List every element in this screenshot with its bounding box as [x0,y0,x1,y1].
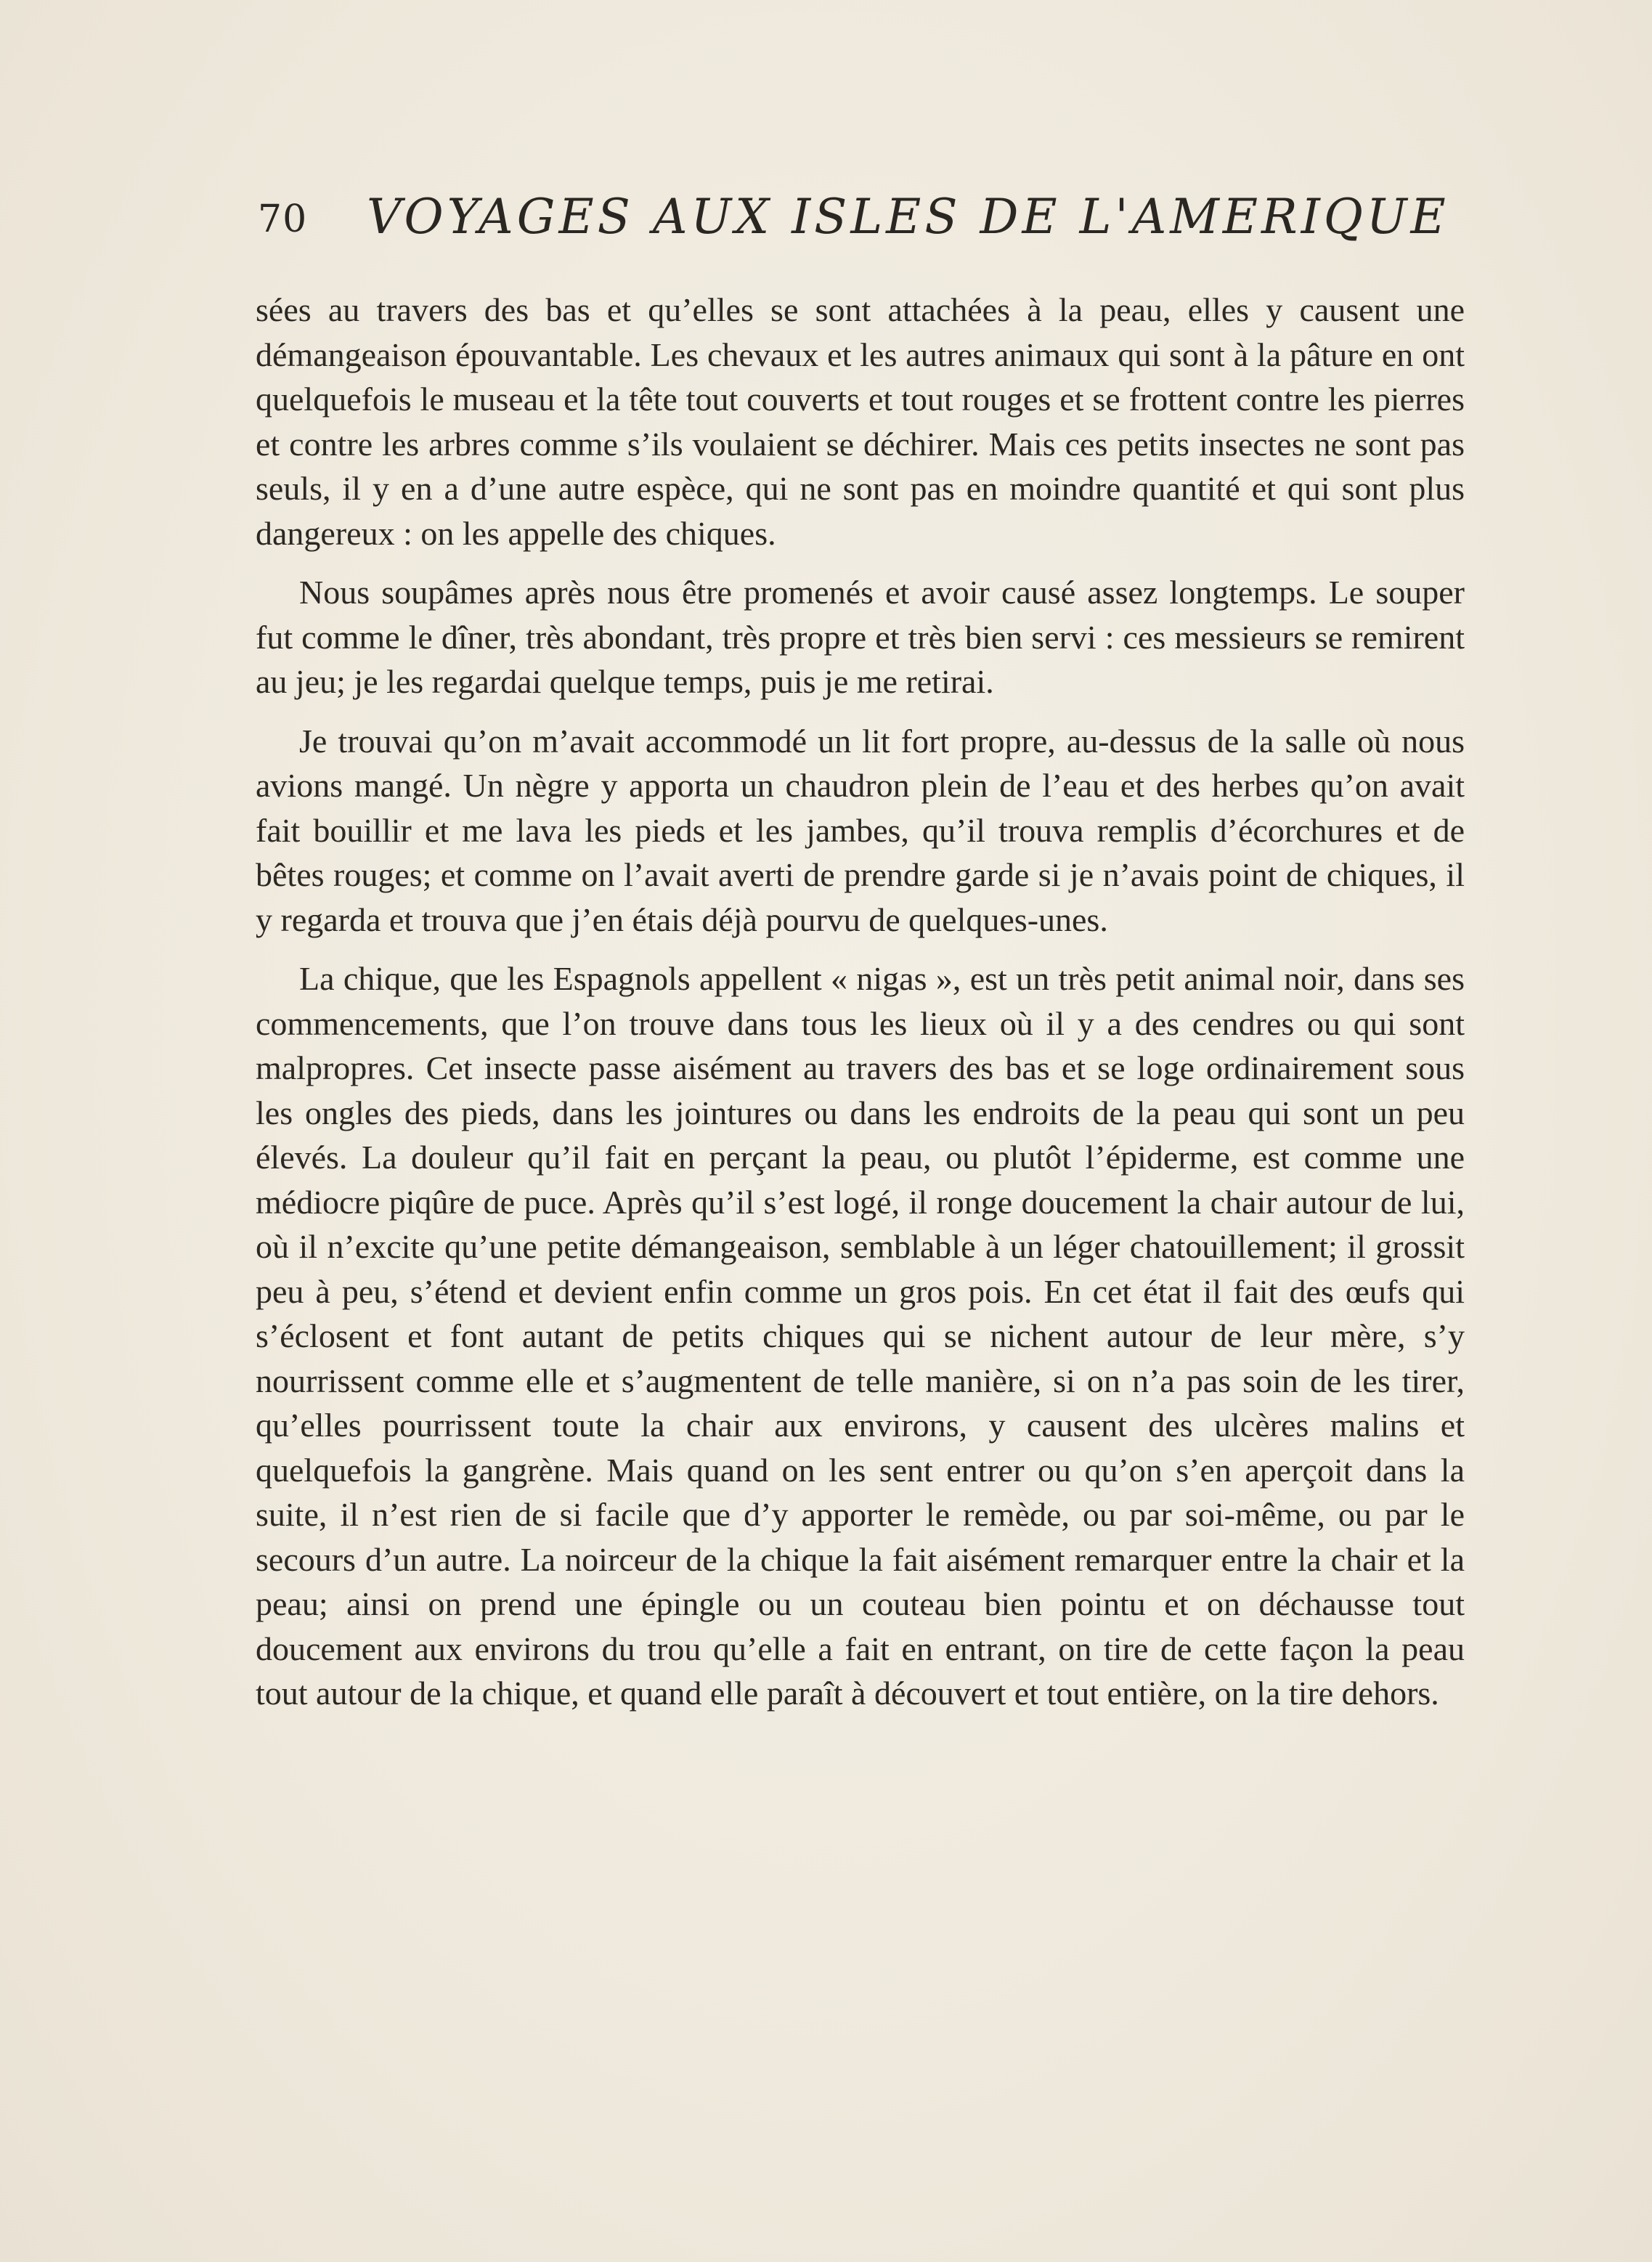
running-title: VOYAGES AUX ISLES DE L'AMERIQUE [367,189,1449,245]
paragraph-continuation: sées au travers des bas et qu’elles se sont attachées à la peau, elles y causent une démangeaison épouvantable. Les chevaux et les autres animaux qui sont à la pâture en ont quelquefois le museau et la tête tout couverts et tout rouges et se frottent contre les pierres et contre les arbres comme s’ils voulaient se déchirer. Mais ces petits insectes ne sont pas seuls, il y en a d’une autre espèce, qui ne sont pas en moindre quantité et qui sont plus dangereux : on les appelle des chiques. [256,291,1465,552]
paragraph: Nous soupâmes après nous être promenés et avoir causé assez longtemps. Le souper fut comme le dîner, très abondant, très propre et très bien servi : ces messieurs se remirent au jeu; je les regardai quelque temps, puis je me retirai. [256,574,1465,700]
paragraph: Je trouvai qu’on m’avait accommodé un lit fort propre, au-dessus de la salle où nous avions mangé. Un nègre y apporta un chaudron plein de l’eau et des herbes qu’on avait fait bouillir et me lava les pieds et les jambes, qu’il trouva remplis d’écorchures et de bêtes rouges; et comme on l’avait averti de prendre garde si je n’avais point de chiques, il y regarda et trouva que j’en étais déjà pourvu de quelques-unes. [256,722,1465,938]
body-text [256,288,1465,1716]
page-header [258,180,1463,245]
page-number: 70 [258,198,308,241]
paragraph: La chique, que les Espagnols appellent « nigas », est un très petit animal noir, dans ses commencements, que l’on trouve dans tous les lieux où il y a des cendres ou qui sont malpropres. Cet insecte passe aisément au travers des bas et se loge ordinairement sous les ongles des pieds, dans les jointures ou dans les endroits de la peau qui sont un peu élevés. La douleur qu’il fait en perçant la peau, ou plutôt l’épiderme, est comme une médiocre piqûre de puce. Après qu’il s’est logé, il ronge doucement la chair autour de lui, où il n’excite qu’une petite démangeaison, semblable à un léger chatouillement; il grossit peu à peu, s’étend et devient enfin comme un gros pois. En cet état il fait des œufs qui s’éclosent et font autant de petits chiques qui se nichent autour de leur mère, s’y nourrissent comme elle et s’augmentent de telle manière, si on n’a pas soin de les tirer, qu’elles pourrissent toute la chair aux environs, y causent des ulcères malins et quelquefois la gangrène. Mais quand on les sent entrer ou qu’on s’en aperçoit dans la suite, il n’est rien de si facile que d’y apporter le remède, ou par soi-même, ou par le secours d’un autre. La noirceur de la chique la fait aisément remarquer entre la chair et la peau; ainsi on prend une épingle ou un couteau bien pointu et on déchausse tout doucement aux environs du trou qu’elle a fait en entrant, on tire de cette façon la peau tout autour de la chique, et quand elle paraît à découvert et tout entière, on la tire dehors. [256,960,1465,1712]
